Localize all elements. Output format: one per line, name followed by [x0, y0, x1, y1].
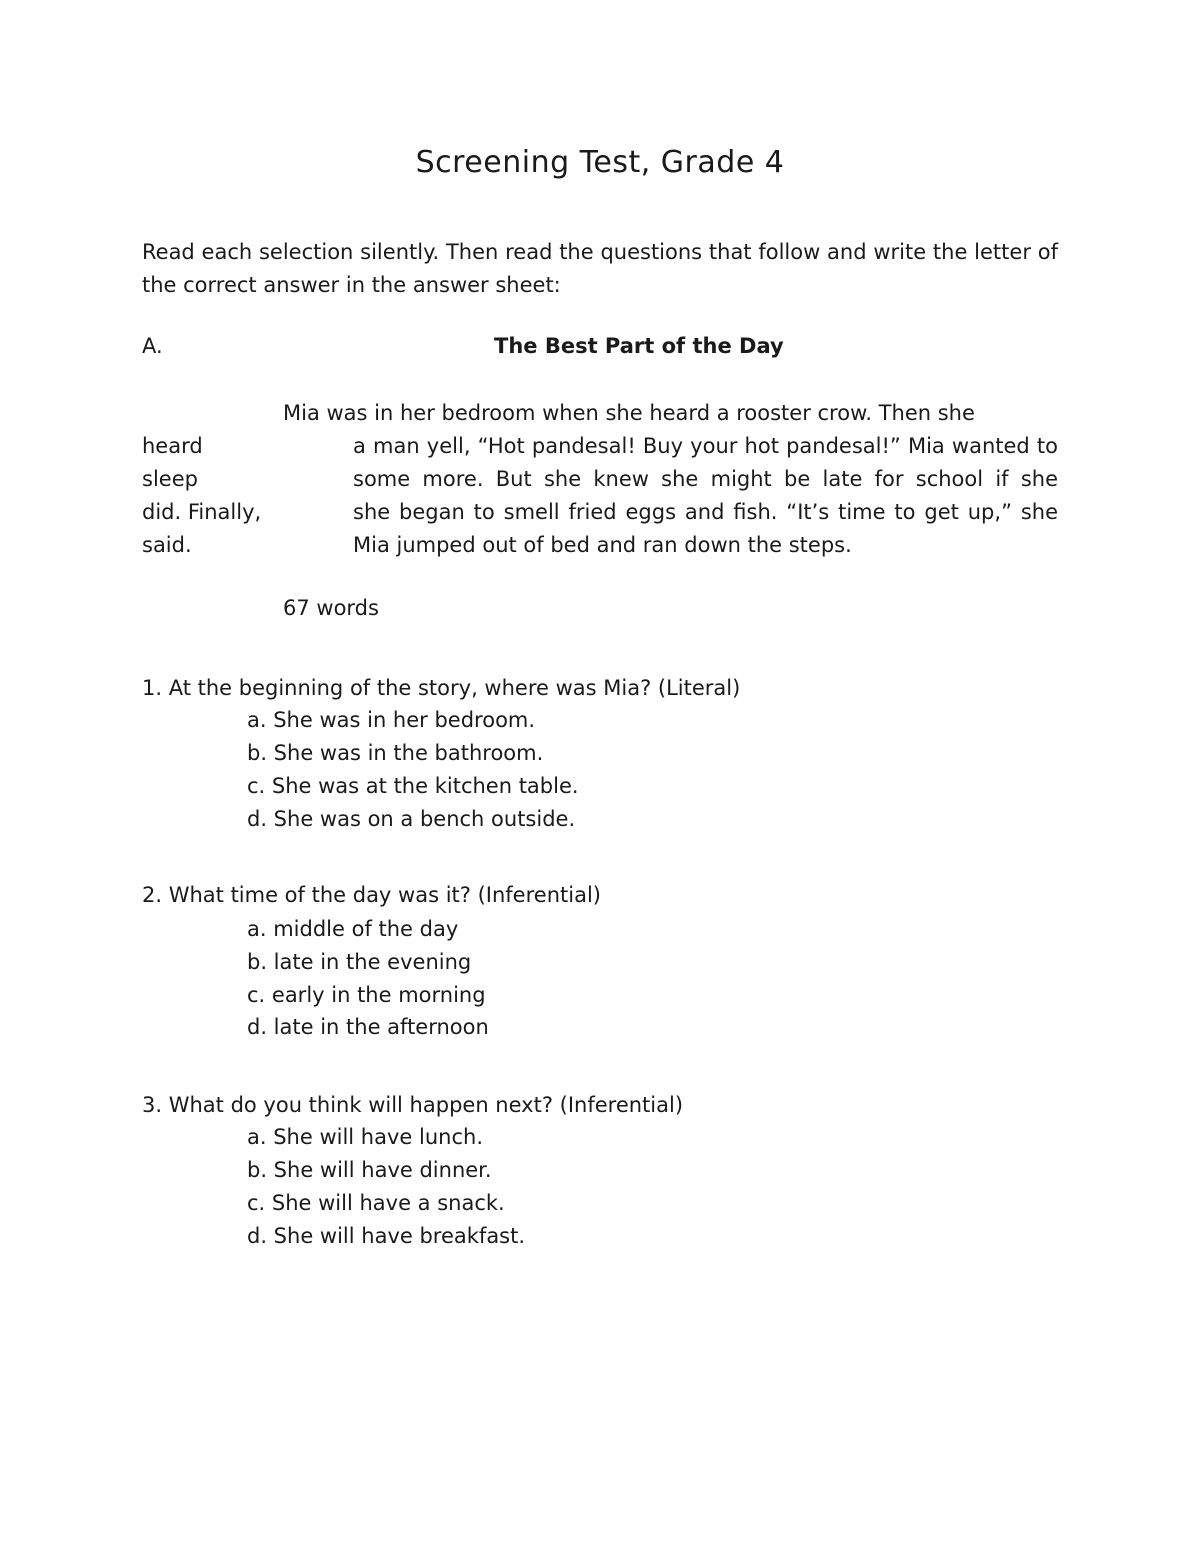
choice-1c: c. She was at the kitchen table.	[247, 774, 579, 798]
story-left-word: heard	[142, 434, 203, 458]
choice-1d: d. She was on a bench outside.	[247, 807, 576, 831]
story-left-word: sleep	[142, 467, 198, 491]
story-left-word: said.	[142, 533, 192, 557]
story-line: Mia was in her bedroom when she heard a rooster crow. Then she	[283, 401, 975, 425]
choice-1a: a. She was in her bedroom.	[247, 708, 536, 732]
question-3: 3. What do you think will happen next? (Inferential)	[142, 1093, 684, 1117]
story-line: a man yell, “Hot pandesal! Buy your hot pandesal!” Mia wanted to	[353, 434, 1058, 458]
story-line: Mia jumped out of bed and ran down the steps.	[353, 533, 852, 557]
choice-3c: c. She will have a snack.	[247, 1191, 505, 1215]
choice-1b: b. She was in the bathroom.	[247, 741, 544, 765]
story-left-word: did. Finally,	[142, 500, 262, 524]
word-count: 67 words	[283, 596, 379, 620]
choice-2a: a. middle of the day	[247, 917, 459, 941]
story-title: The Best Part of the Day	[494, 334, 784, 358]
question-2: 2. What time of the day was it? (Inferential)	[142, 883, 601, 907]
choice-3b: b. She will have dinner.	[247, 1158, 492, 1182]
story-line: she began to smell fried eggs and fish. “It’s time to get up,” she	[353, 500, 1058, 524]
question-1: 1. At the beginning of the story, where was Mia? (Literal)	[142, 676, 741, 700]
choice-2d: d. late in the afternoon	[247, 1015, 489, 1039]
choice-2c: c. early in the morning	[247, 983, 486, 1007]
section-letter: A.	[142, 334, 163, 358]
instructions: Read each selection silently. Then read the questions that follow and write the letter of the correct answer in the answer sheet:	[142, 240, 1058, 297]
choice-2b: b. late in the evening	[247, 950, 472, 974]
page-title: Screening Test, Grade 4	[415, 145, 785, 180]
choice-3d: d. She will have breakfast.	[247, 1224, 526, 1248]
choice-3a: a. She will have lunch.	[247, 1125, 483, 1149]
story-line: some more. But she knew she might be late for school if she	[353, 467, 1058, 491]
